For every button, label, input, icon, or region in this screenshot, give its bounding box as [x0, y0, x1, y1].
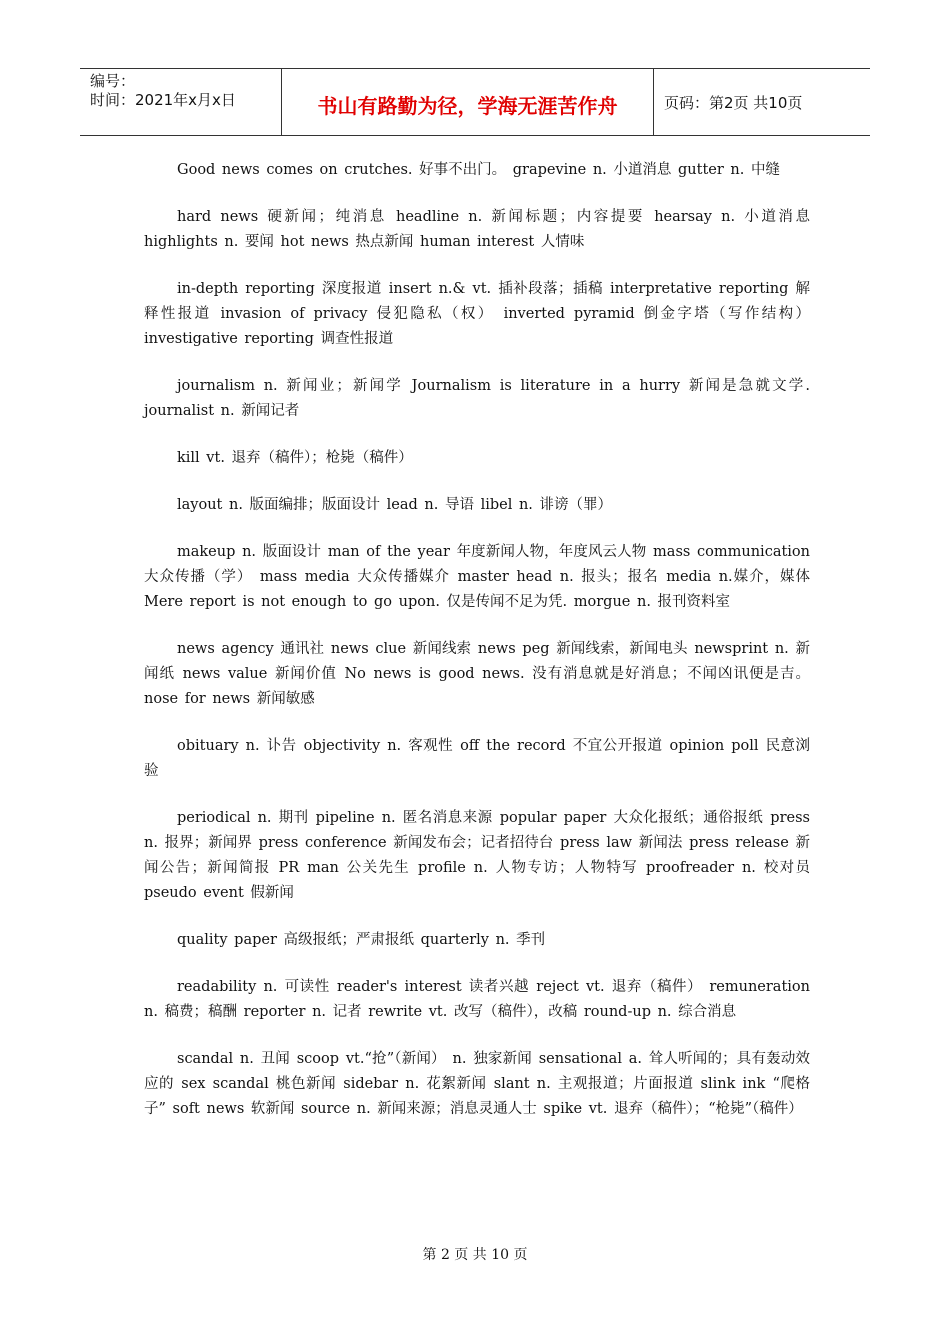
glossary-paragraph: makeup n. 版面设计 man of the year 年度新闻人物，年度风云人物 mass communication 大众传播（学） mass media 大众传播媒介 master head n. 报头；报名 media n.媒介，媒体 Mere report is not enough to go upon. 仅是传闻不足为凭. morgue n. 报刊资料室	[144, 544, 810, 610]
glossary-paragraph: readability n. 可读性 reader's interest 读者兴越 reject vt. 退弃（稿件） remuneration n. 稿费；稿酬 reporter n. 记者 rewrite vt. 改写（稿件），改稿 round-up n. 综合消息	[144, 979, 810, 1020]
glossary-paragraph: kill vt. 退弃（稿件）；枪毙（稿件）	[177, 450, 413, 466]
glossary-paragraph: Good news comes on crutches. 好事不出门。 grapevine n. 小道消息 gutter n. 中缝	[177, 162, 780, 178]
page-header	[80, 68, 870, 136]
glossary-paragraph: news agency 通讯社 news clue 新闻线索 news peg 新闻线索，新闻电头 newsprint n. 新闻纸 news value 新闻价值 No news is good news. 没有消息就是好消息；不闻凶讯便是吉。 nose for news 新闻敏感	[144, 641, 810, 707]
glossary-paragraph: journalism n. 新闻业；新闻学 Journalism is literature in a hurry 新闻是急就文学. journalist n. 新闻记者	[144, 378, 810, 419]
glossary-paragraph: scandal n. 丑闻 scoop vt.“抢”（新闻） n. 独家新闻 sensational a. 耸人听闻的；具有轰动效应的 sex scandal 桃色新闻 sidebar n. 花絮新闻 slant n. 主观报道；片面报道 slink ink “爬格子” soft news 软新闻 source n. 新闻来源；消息灵通人士 spike vt. 退弃（稿件）；“枪毙”（稿件）	[144, 1051, 810, 1117]
header-meta	[80, 69, 282, 135]
glossary-paragraph: obituary n. 讣告 objectivity n. 客观性 off the record 不宜公开报道 opinion poll 民意浏验	[144, 738, 810, 779]
page-footer: 第 2 页 共 10 页	[422, 1247, 528, 1263]
time-label: 时间：2021年x月x日	[90, 91, 236, 109]
header-page-code: 页码：第2页 共10页	[664, 93, 803, 112]
glossary-paragraph: quality paper 高级报纸；严肃报纸 quarterly n. 季刊	[177, 932, 546, 948]
glossary-paragraph: layout n. 版面编排；版面设计 lead n. 导语 libel n. 诽谤（罪）	[177, 497, 613, 513]
glossary-paragraph: periodical n. 期刊 pipeline n. 匿名消息来源 popular paper 大众化报纸；通俗报纸 press n. 报界；新闻界 press conference 新闻发布会；记者招待台 press law 新闻法 press release 新闻公告；新闻简报 PR man 公关先生 profile n. 人物专访；人物特写 proofreader n. 校对员 pseudo event 假新闻	[144, 810, 810, 901]
glossary-paragraph: in-depth reporting 深度报道 insert n.& vt. 插补段落；插稿 interpretative reporting 解释性报道 invasion of privacy 侵犯隐私（权） inverted pyramid 倒金字塔（写作结构） investigative reporting 调查性报道	[144, 281, 810, 347]
glossary-paragraph: hard news 硬新闻；纯消息 headline n. 新闻标题；内容提要 hearsay n. 小道消息 highlights n. 要闻 hot news 热点新闻 human interest 人情味	[144, 209, 810, 250]
document-body	[144, 158, 810, 1144]
header-motto: 书山有路勤为径，学海无涯苦作舟	[282, 69, 654, 135]
number-label: 编号：	[90, 72, 136, 90]
